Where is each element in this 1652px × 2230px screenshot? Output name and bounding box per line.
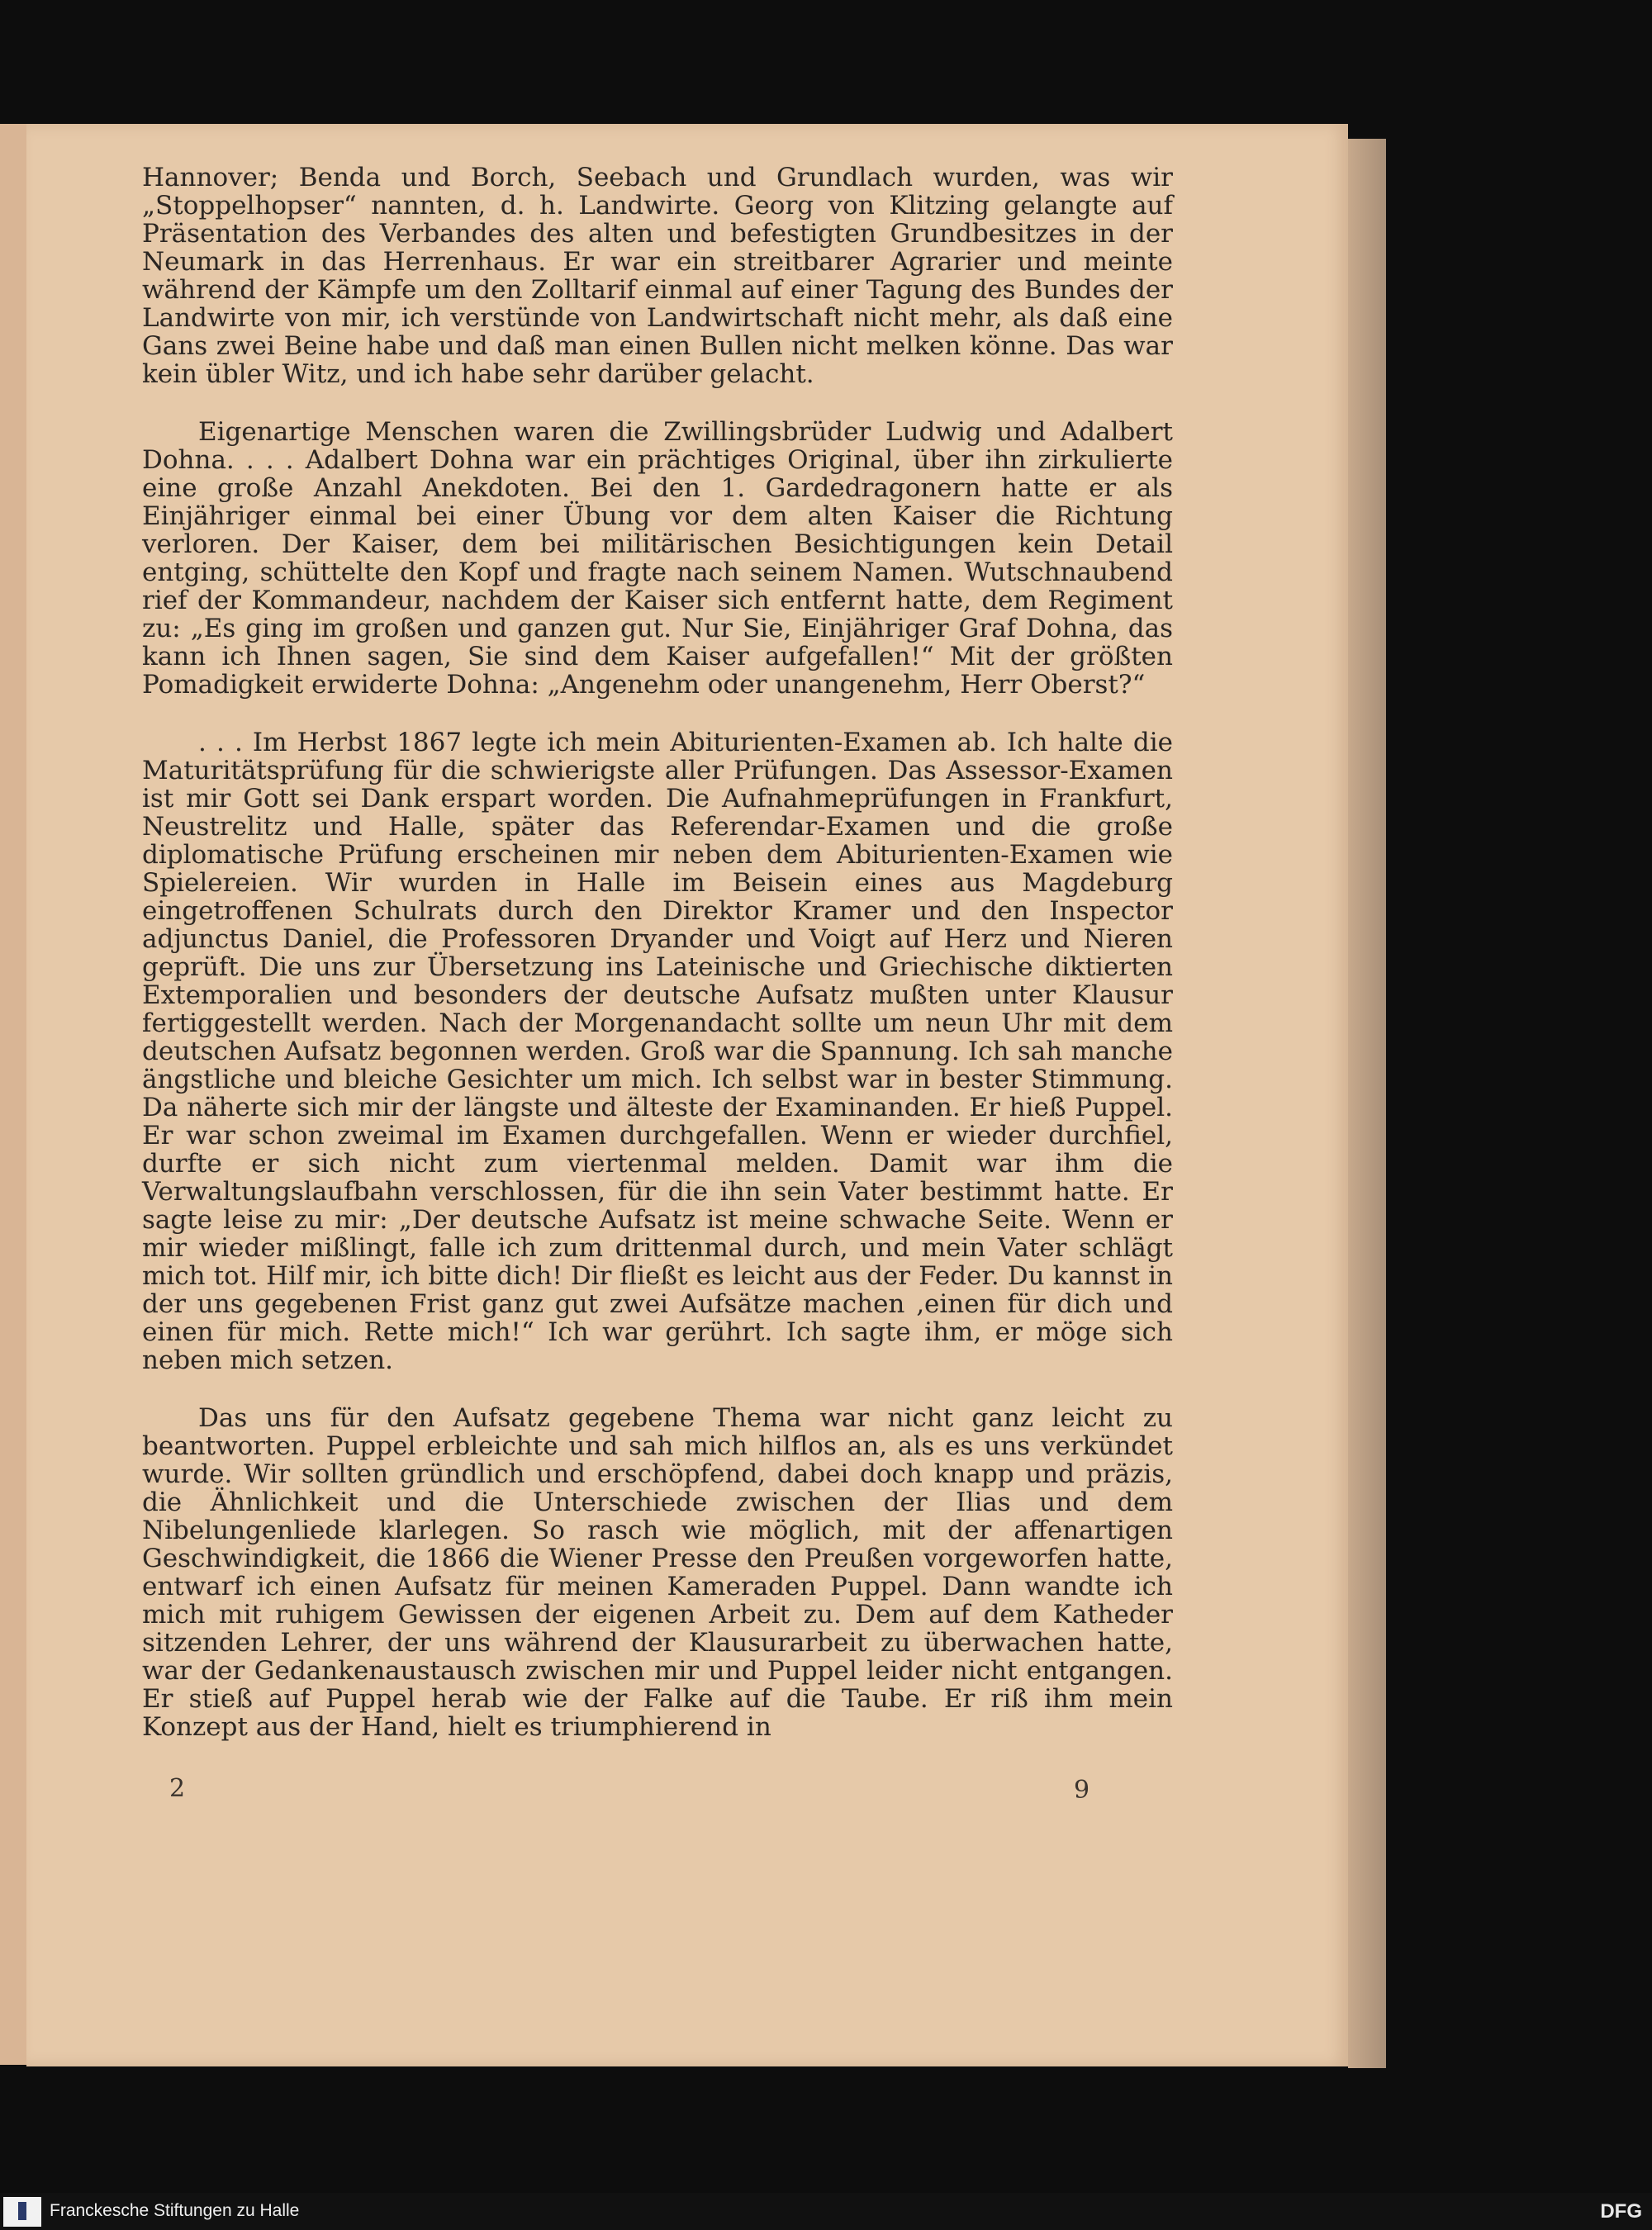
library-logo-icon [3, 2197, 41, 2227]
previous-page-edge [0, 124, 26, 2065]
page-number: 9 [1074, 1776, 1090, 1805]
library-building-icon [18, 2202, 26, 2220]
body-text [142, 164, 1173, 1771]
signature-mark: 2 [169, 1774, 186, 1803]
paragraph-2: Eigenartige Menschen waren die Zwillingsbrüder Ludwig und Adalbert Dohna. . . . Adalbert Dohna war ein prächtiges Original, über ihn zirkulierte eine große Anzahl Anekdoten. Bei den 1. Gardedragonern hatte er als Einjähriger einmal bei einer Übung vor dem alten Kaiser die Richtung verloren. Der Kaiser, dem bei militärischen Besichtigungen kein Detail entging, schüttelte den Kopf und fragte nach seinem Namen. Wutschnaubend rief der Kommandeur, nachdem der Kaiser sich entfernt hatte, dem Regiment zu: „Es ging im großen und ganzen gut. Nur Sie, Einjähriger Graf Dohna, das kann ich Ihnen sagen, Sie sind dem Kaiser aufgefallen!“ Mit der größten Pomadigkeit erwiderte Dohna: „Angenehm oder unangenehm, Herr Oberst?“ [142, 417, 1173, 700]
paragraph-4: Das uns für den Aufsatz gegebene Thema war nicht ganz leicht zu beantworten. Puppel erbleichte und sah mich hilflos an, als es uns verkündet wurde. Wir sollten gründlich und erschöpfend, dabei doch knapp und präzis, die Ähnlichkeit und die Unterschiede zwischen der Ilias und dem Nibelungenliede klarlegen. So rasch wie möglich, mit der affenartigen Geschwindigkeit, die 1866 die Wiener Presse den Preußen vorgeworfen hatte, entwarf ich einen Aufsatz für meinen Kameraden Puppel. Dann wandte ich mich mit ruhigem Gewissen der eigenen Arbeit zu. Dem auf dem Katheder sitzenden Lehrer, der uns während der Klausurarbeit zu überwachen hatte, war der Gedankenaustausch zwischen mir und Puppel leider nicht entgangen. Er stieß auf Puppel herab wie der Falke auf die Taube. Er riß ihm mein Konzept aus der Hand, hielt es triumphierend in [142, 1403, 1173, 1742]
page-edge-shadow [1348, 139, 1386, 2068]
paragraph-3: . . . Im Herbst 1867 legte ich mein Abiturienten-Examen ab. Ich halte die Maturitätsprüfung für die schwierigste aller Prüfungen. Das Assessor-Examen ist mir Gott sei Dank erspart worden. Die Aufnahmeprüfungen in Frankfurt, Neustrelitz und Halle, später das Referendar-Examen und die große diplomatische Prüfung erscheinen mir neben dem Abiturienten-Examen wie Spielereien. Wir wurden in Halle im Beisein eines aus Magdeburg eingetroffenen Schulrats durch den Direktor Kramer und den Inspector adjunctus Daniel, die Professoren Dryander und Voigt auf Herz und Nieren geprüft. Die uns zur Übersetzung ins Lateinische und Griechische diktierten Extemporalien und besonders der deutsche Aufsatz mußten unter Klausur fertiggestellt werden. Nach der Morgenandacht sollte um neun Uhr mit dem deutschen Aufsatz begonnen werden. Groß war die Spannung. Ich sah manche ängstliche und bleiche Gesichter um mich. Ich selbst war in bester Stimmung. Da näherte sich mir der längste und älteste der Examinanden. Er hieß Puppel. Er war schon zweimal im Examen durchgefallen. Wenn er wieder durchfiel, durfte er sich nicht zum viertenmal melden. Damit war ihm die Verwaltungslaufbahn verschlossen, für die ihn sein Vater bestimmt hatte. Er sagte leise zu mir: „Der deutsche Aufsatz ist meine schwache Seite. Wenn er mir wieder mißlingt, falle ich zum drittenmal durch, und mein Vater schlägt mich tot. Hilf mir, ich bitte dich! Dir fließt es leicht aus der Feder. Du kannst in der uns gegebenen Frist ganz gut zwei Aufsätze machen ‚einen für dich und einen für mich. Rette mich!“ Ich war gerührt. Ich sagte ihm, er möge sich neben mich setzen. [142, 728, 1173, 1375]
dfg-logo: DFG [1600, 2200, 1642, 2223]
paragraph-1: Hannover; Benda und Borch, Seebach und Grundlach wurden, was wir „Stoppelhopser“ nannten, d. h. Landwirte. Georg von Klitzing gelangte auf Präsentation des Verbandes des alten und befestigten Grundbesitzes in der Neumark in das Herrenhaus. Er war ein streitbarer Agrarier und meinte während der Kämpfe um den Zolltarif einmal auf einer Tagung des Bundes der Landwirte von mir, ich verstünde von Landwirtschaft nicht mehr, als daß eine Gans zwei Beine habe und daß man einen Bullen nicht melken könne. Das war kein übler Witz, und ich habe sehr darüber gelacht. [142, 163, 1173, 389]
source-attribution: Franckesche Stiftungen zu Halle [50, 2201, 300, 2220]
